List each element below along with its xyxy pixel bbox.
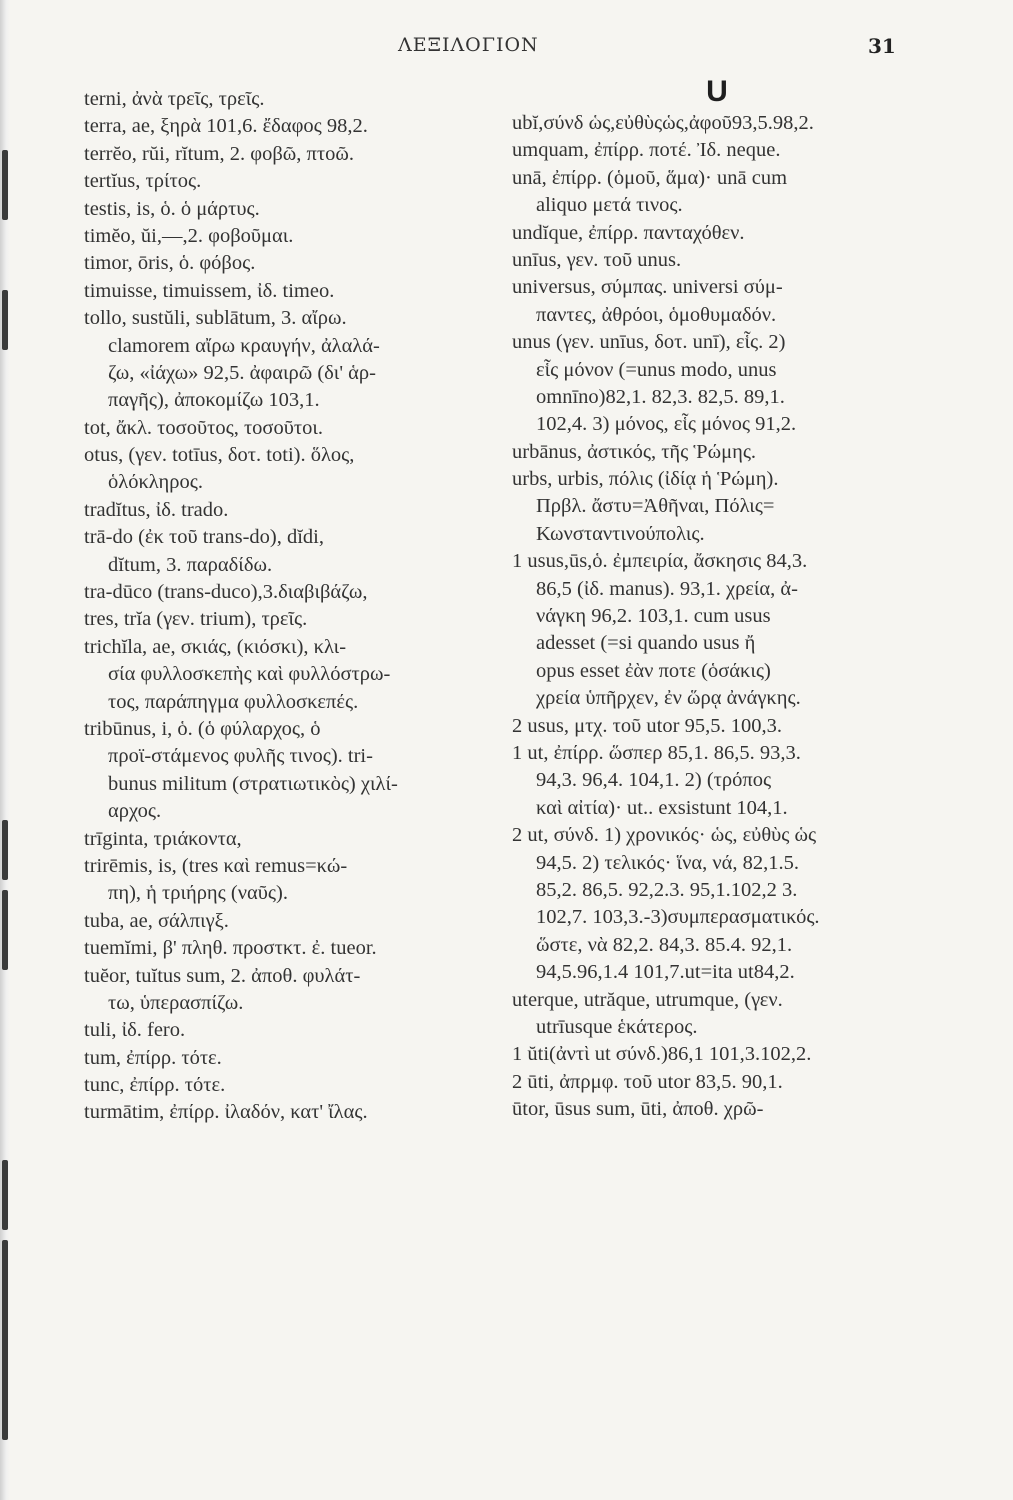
entry-line: turmātim, ἐπίρρ. ἰλαδόν, κατ' ἴλας. [84, 1101, 368, 1124]
entry-line: ūtor, ūsus sum, ūti, ἀποθ. χρῶ- [512, 1098, 764, 1121]
entry-line: unā, ἐπίρρ. (ὁμοῦ, ἅμα)· unā cum [512, 166, 788, 189]
entry-line: παντες, ἀθρόοι, ὁμοθυμαδόν. [536, 303, 777, 326]
entry-line: universus, σύμπας. universi σύμ- [512, 276, 783, 299]
entry-line: timor, ōris, ὁ. φόβος. [84, 252, 256, 275]
edge-mark [2, 1160, 8, 1230]
entry-line: tuli, ἰδ. fero. [84, 1019, 186, 1042]
entry-line: tot, ἄκλ. τοσοῦτος, τοσοῦτοι. [84, 416, 324, 439]
entry-line: 1 usus,ūs,ὁ. ἐμπειρία, ἄσκησις 84,3. [512, 550, 808, 573]
entry-line: καὶ αἰτία)· ut.. exsistunt 104,1. [536, 796, 788, 819]
entry-line: αρχος. [108, 800, 162, 823]
entry-line: adesset (=si quando usus ἤ [536, 632, 756, 655]
entry-line: Πρβλ. ἄστυ=Ἀθῆναι, Πόλις= [536, 495, 775, 518]
entry-line: tuemĭmi, β' πληθ. προστκτ. ἐ. tueor. [84, 937, 377, 960]
entry-line: 102,7. 103,3.-3)συμπερασματικός. [536, 906, 820, 929]
entry-line: terrĕo, rŭi, rĭtum, 2. φοβῶ, πτοῶ. [84, 142, 354, 165]
entry-line: urbānus, ἀστικός, τῆς Ῥώμης. [512, 440, 757, 463]
entry-line: ubĭ,σύνδ ὡς,εὐθὺςὡς,ἀφοῦ93,5.98,2. [512, 112, 814, 134]
entry-line: νάγκη 96,2. 103,1. cum usus [536, 605, 771, 628]
entry-line: clamorem αἴρω κραυγήν, ἀλαλά- [108, 334, 380, 357]
entry-line: trīginta, τριάκοντα, [84, 827, 242, 850]
edge-mark [2, 1240, 8, 1440]
entry-line: omnīno)82,1. 82,3. 82,5. 89,1. [536, 385, 785, 408]
entry-line: dĭtum, 3. παραδίδω. [108, 553, 273, 576]
entry-line: 1 ŭti(ἀντὶ ut σύνδ.)86,1 101,3.102,2. [512, 1043, 812, 1066]
entry-line: utrīusque ἑκάτερος. [536, 1015, 698, 1038]
entry-line: uterque, utrăque, utrumque, (γεν. [512, 988, 783, 1011]
entry-line: 94,5.96,1.4 101,7.ut=ita ut84,2. [536, 961, 795, 984]
entry-line: ὥστε, νὰ 82,2. 84,3. 85.4. 92,1. [536, 933, 793, 956]
entry-line: tribūnus, i, ὁ. (ὁ φύλαρχος, ὁ [84, 717, 321, 740]
entry-line: ζω, «ἰάχω» 92,5. ἀφαιρῶ (δι' ἁρ- [108, 361, 376, 384]
entry-line: timuisse, timuissem, ἰδ. timeo. [84, 279, 335, 302]
entry-line: τω, ὑπερασπίζω. [108, 991, 244, 1014]
entry-line: terni, ἀνὰ τρεῖς, τρεῖς. [84, 88, 265, 110]
entry-line: 85,2. 86,5. 92,2.3. 95,1.102,2 3. [536, 878, 798, 901]
entry-line: παγῆς), ἀποκομίζω 103,1. [108, 389, 320, 412]
entry-line: tradĭtus, ἰδ. trado. [84, 498, 229, 521]
entry-line: εἷς μόνον (=unus modo, unus [536, 358, 777, 381]
entry-line: tertĭus, τρίτος. [84, 170, 202, 193]
entry-line: τος, παράπηγμα φυλλοσκεπές. [108, 690, 359, 713]
entry-line: tum, ἐπίρρ. τότε. [84, 1046, 222, 1069]
entry-line: 86,5 (ἰδ. manus). 93,1. χρεία, ἀ- [536, 577, 798, 600]
entry-line: timĕo, ŭi,—,2. φοβοῦμαι. [84, 224, 294, 247]
entry-line: 94,3. 96,4. 104,1. 2) (τρόπος [536, 769, 772, 792]
entry-line: 94,5. 2) τελικός· ἵνα, νά, 82,1.5. [536, 851, 799, 874]
entry-line: opus esset ἐὰν ποτε (ὁσάκις) [536, 659, 771, 682]
entry-line: unīus, γεν. τοῦ unus. [512, 248, 682, 271]
entry-line: Κωνσταντινούπολις. [536, 522, 705, 545]
entry-line: προϊ-στάμενος φυλῆς τινος). tri- [108, 745, 373, 768]
entry-line: undĭque, ἐπίρρ. πανταχόθεν. [512, 221, 745, 244]
entry-line: 102,4. 3) μόνος, εἷς μόνος 91,2. [536, 413, 797, 436]
section-letter: U [706, 75, 728, 108]
edge-mark [2, 290, 8, 350]
entry-line: ὁλόκληρος. [108, 471, 203, 494]
entry-line: χρεία ὑπῆρχεν, ἐν ὥρᾳ ἀνάγκης. [536, 687, 801, 710]
entry-line: otus, (γεν. totīus, δοτ. toti). ὅλος, [84, 444, 355, 467]
entry-line: aliquo μετά τινος. [536, 194, 683, 217]
entry-line: urbs, urbis, πόλις (ἰδίᾳ ἡ Ῥώμη). [512, 468, 779, 491]
entry-line: tuba, ae, σάλπιγξ. [84, 909, 229, 932]
entry-line: 1 ut, ἐπίρρ. ὥσπερ 85,1. 86,5. 93,3. [512, 741, 801, 764]
entry-line: 2 ūti, ἀπρμφ. τοῦ utor 83,5. 90,1. [512, 1070, 783, 1093]
entry-line: umquam, ἐπίρρ. ποτέ. Ἰδ. neque. [512, 139, 781, 162]
entry-line: tres, trĭa (γεν. trium), τρεῖς. [84, 608, 308, 631]
edge-mark [2, 890, 8, 970]
right-column [512, 75, 922, 1123]
entry-line: trā-do (ἐκ τοῦ trans-do), dĭdi, [84, 526, 324, 549]
entry-line: trirēmis, is, (tres καὶ remus=κώ- [84, 854, 348, 877]
entry-line: tunc, ἐπίρρ. τότε. [84, 1074, 226, 1097]
running-head: ΛΕΞΙΛΟΓΙΟΝ [398, 34, 539, 56]
entry-line: terra, ae, ξηρὰ 101,6. ἔδαφος 98,2. [84, 115, 368, 138]
entry-line: 2 usus, μτχ. τοῦ utor 95,5. 100,3. [512, 714, 782, 737]
entry-line: trichĭla, ae, σκιάς, (κιόσκι), κλι- [84, 635, 347, 658]
entry-line: 2 ut, σύνδ. 1) χρονικός· ὡς, εὐθὺς ὡς [512, 824, 817, 847]
edge-mark [2, 150, 8, 220]
left-column [84, 86, 504, 1127]
entry-line: bunus militum (στρατιωτικὸς) χιλί- [108, 772, 398, 795]
entry-line: unus (γεν. unīus, δοτ. unī), εἷς. 2) [512, 331, 786, 354]
edge-mark [2, 820, 8, 880]
entry-line: tollo, sustŭli, sublātum, 3. αἴρω. [84, 307, 347, 330]
entry-line: πη), ἡ τριήρης (ναῦς). [108, 882, 288, 905]
entry-line: tuĕor, tuĭtus sum, 2. ἀποθ. φυλάτ- [84, 964, 361, 987]
entry-line: σία φυλλοσκεπὴς καὶ φυλλόστρω- [108, 663, 391, 686]
entry-line: testis, is, ὁ. ὁ μάρτυς. [84, 197, 260, 220]
page-number: 31 [868, 34, 896, 58]
entry-line: tra-dūco (trans-duco),3.διαβιβάζω, [84, 581, 368, 604]
